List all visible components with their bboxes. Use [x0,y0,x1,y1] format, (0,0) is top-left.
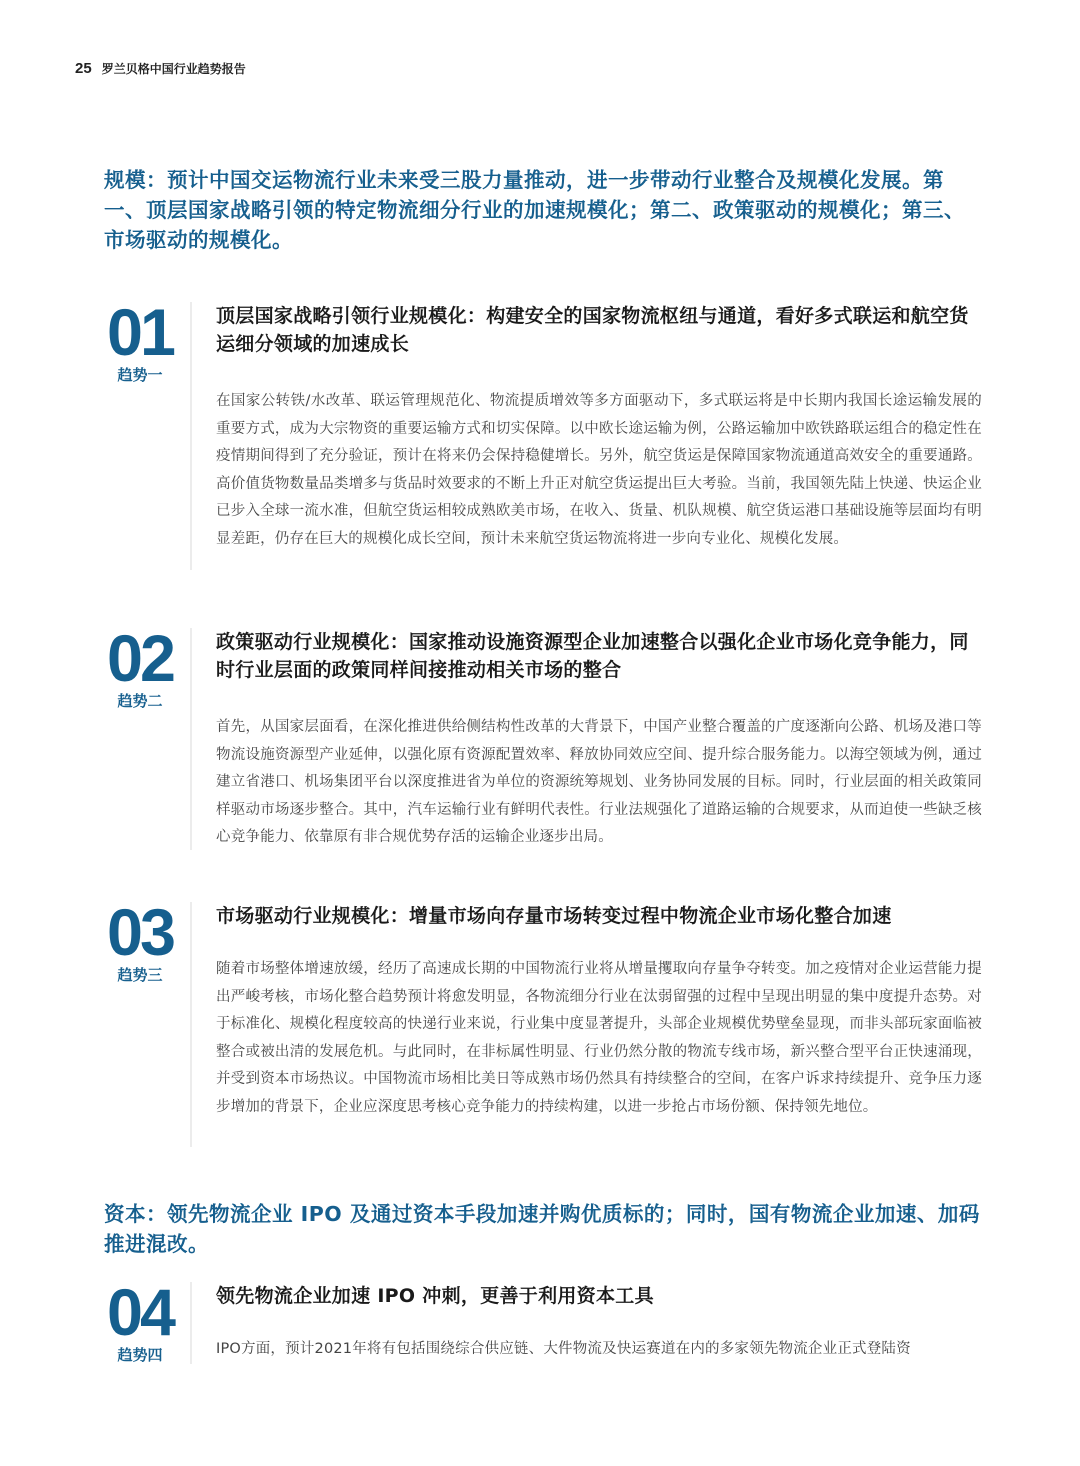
section-title-scale: 规模：预计中国交运物流行业未来受三股力量推动，进一步带动行业整合及规模化发展。第一、顶层国家战略引领的特定物流细分行业的加速规模化；第二、政策驱动的规模化；第三、市场驱动的规模化。 [104,168,965,252]
vertical-divider [190,902,192,1147]
vertical-divider [190,628,192,850]
trend-body: IPO方面，预计2021年将有包括围绕综合供应链、大件物流及快运赛道在内的多家领先物流企业正式登陆资 [216,1341,911,1357]
trend-body: 首先，从国家层面看，在深化推进供给侧结构性改革的大背景下，中国产业整合覆盖的广度逐渐向公路、机场及港口等物流设施资源型产业延伸，以强化原有资源配置效率、释放协同效应空间、提升综合服务能力。以海空领域为例，通过建立省港口、机场集团平台以深度推进省为单位的资源统筹规划、业务协同发展的目标。同时，行业层面的相关政策同样驱动市场逐步整合。其中，汽车运输行业有鲜明代表性。行业法规强化了道路运输的合规要求，从而迫使一些缺乏核心竞争能力、依靠原有非合规优势存活的运输企业逐步出局。 [216,719,982,845]
trend-marker [104,621,176,711]
page-number: 25 [75,60,92,77]
trend-number: 01 [106,295,174,369]
trend-number: 02 [106,621,174,695]
trend-label: 趋势四 [117,1346,163,1364]
trend-number: 03 [106,895,174,969]
vertical-divider [190,1282,192,1364]
report-title: 罗兰贝格中国行业趋势报告 [101,62,246,76]
trend-heading: 政策驱动行业规模化：国家推动设施资源型企业加速整合以强化企业市场化竞争能力，同时行业层面的政策同样间接推动相关市场的整合 [216,631,969,681]
trend-heading: 领先物流企业加速 IPO 冲刺，更善于利用资本工具 [216,1285,654,1307]
trend-label: 趋势二 [117,692,163,710]
section-title-capital: 资本：领先物流企业 IPO 及通过资本手段加速并购优质标的；同时，国有物流企业加速、加码推进混改。 [104,1202,980,1256]
trend-marker [104,895,176,985]
trend-body: 在国家公转铁/水改革、联运管理规范化、物流提质增效等多方面驱动下，多式联运将是中长期内我国长途运输发展的重要方式，成为大宗物资的重要运输方式和切实保障。以中欧长途运输为例，公路运输加中欧铁路联运组合的稳定性在疫情期间得到了充分验证，预计在将来仍会保持稳健增长。另外，航空货运是保障国家物流通道高效安全的重要通路。高价值货物数量品类增多与货品时效要求的不断上升正对航空货运提出巨大考验。当前，我国领先陆上快递、快运企业已步入全球一流水准，但航空货运相较成熟欧美市场，在收入、货量、机队规模、航空货运港口基础设施等层面均有明显差距，仍存在巨大的规模化成长空间，预计未来航空货运物流将进一步向专业化、规模化发展。 [216,393,982,547]
trend-heading: 顶层国家战略引领行业规模化：构建安全的国家物流枢纽与通道，看好多式联运和航空货运细分领域的加速成长 [216,305,969,355]
trend-marker [104,1275,176,1365]
trend-marker [104,295,176,385]
trend-number: 04 [106,1275,174,1349]
trend-heading: 市场驱动行业规模化：增量市场向存量市场转变过程中物流企业市场化整合加速 [216,905,892,927]
vertical-divider [190,302,192,570]
trend-body: 随着市场整体增速放缓，经历了高速成长期的中国物流行业将从增量攫取向存量争夺转变。加之疫情对企业运营能力提出严峻考核，市场化整合趋势预计将愈发明显，各物流细分行业在汰弱留强的过程中呈现出明显的集中度提升态势。对于标准化、规模化程度较高的快递行业来说，行业集中度显著提升，头部企业规模优势壁垒显现，而非头部玩家面临被整合或被出清的发展危机。与此同时，在非标属性明显、行业仍然分散的物流专线市场，新兴整合型平台正快速涌现，并受到资本市场热议。中国物流市场相比美日等成熟市场仍然具有持续整合的空间，在客户诉求持续提升、竞争压力逐步增加的背景下，企业应深度思考核心竞争能力的持续构建，以进一步抢占市场份额、保持领先地位。 [216,961,982,1115]
trend-label: 趋势一 [117,366,163,384]
trend-label: 趋势三 [117,966,163,984]
page-header [75,60,246,77]
